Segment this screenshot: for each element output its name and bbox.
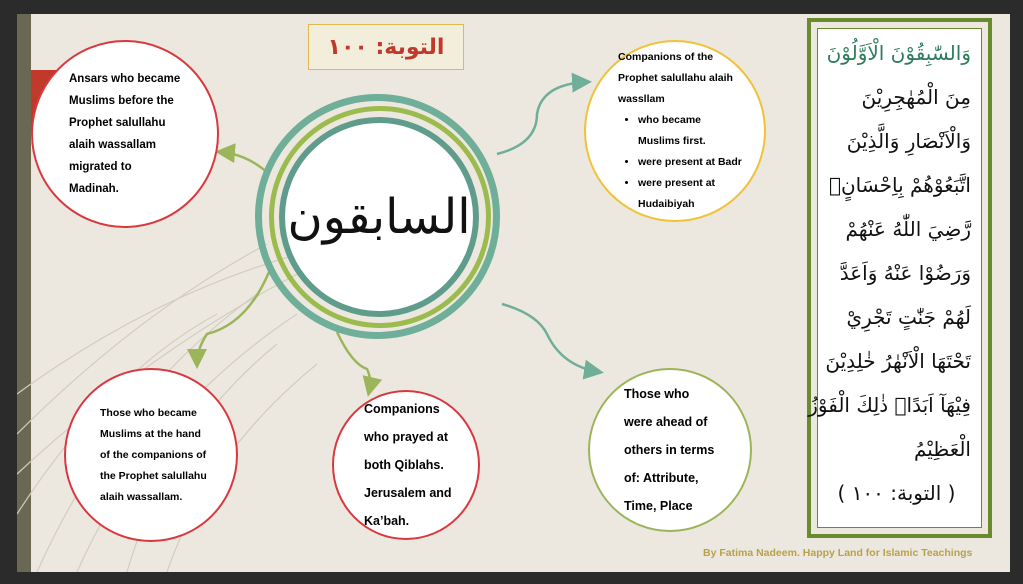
text-line: Those who bbox=[624, 387, 690, 401]
circle-companions bbox=[584, 40, 766, 222]
center-circle bbox=[279, 117, 479, 317]
text-line: Madinah. bbox=[69, 183, 119, 195]
bullet-item: • who became Muslims first. bbox=[638, 110, 744, 152]
arrow-to-qiblah bbox=[337, 332, 370, 392]
text-line: Ka’bah. bbox=[364, 514, 410, 528]
surah-reference-text: التوبة: ١٠٠ bbox=[327, 34, 445, 60]
text-line: Prophet salullahu bbox=[69, 117, 166, 129]
companions-bullet-list bbox=[618, 110, 744, 215]
text-line: Muslims before the bbox=[69, 95, 174, 107]
slide bbox=[17, 14, 1010, 572]
text-line: who prayed at bbox=[364, 430, 449, 444]
text-line: migrated to bbox=[69, 161, 132, 173]
text-line: Jerusalem and bbox=[364, 486, 452, 500]
verse-line: رَّضِيَ اللّٰهُ عَنْهُمْ bbox=[845, 217, 971, 241]
text-line: of: Attribute, bbox=[624, 471, 699, 485]
text-line: Prophet salullahu alaih bbox=[618, 72, 733, 84]
bullet-item: • were present at Badr bbox=[638, 152, 744, 173]
circle-two-qiblahs bbox=[332, 390, 480, 540]
text-line: Those who became bbox=[100, 406, 197, 419]
text-line: of the companions of bbox=[100, 448, 207, 461]
circle-ansar bbox=[31, 40, 219, 228]
text-line: Companions of the bbox=[618, 51, 714, 63]
center-term: السابقون bbox=[287, 189, 471, 245]
text-line: others in terms bbox=[624, 443, 715, 457]
text-line: were ahead of bbox=[624, 415, 708, 429]
arrow-to-companions bbox=[497, 82, 587, 154]
circle-converted-by-companions bbox=[64, 368, 238, 542]
text-line: Time, Place bbox=[624, 499, 693, 513]
text-line: Companions bbox=[364, 402, 440, 416]
text-line: alaih wassallam bbox=[69, 139, 156, 151]
verse-line: مِنَ الْمُهٰجِرِيْنَ bbox=[861, 85, 971, 109]
bullet-item: • were present at Hudaibiyah bbox=[638, 173, 744, 215]
arrow-to-ansar bbox=[220, 152, 269, 174]
verse-reference: ( التوبة: ١٠٠ ) bbox=[837, 481, 956, 505]
verse-line: وَالسّٰبِقُوْنَ الْاَوَّلُوْنَ bbox=[826, 41, 971, 65]
circle-ahead-of-others bbox=[588, 368, 752, 532]
arrow-to-hand bbox=[197, 272, 269, 364]
verse-panel bbox=[807, 18, 992, 538]
author-credit: By Fatima Nadeem. Happy Land for Islamic Teachings bbox=[703, 547, 973, 559]
arrow-to-ahead bbox=[502, 304, 599, 372]
verse-line: فِيْهَآ اَبَدًاۗ ذٰلِكَ الْفَوْزُ bbox=[808, 393, 971, 417]
verse-line: وَالْاَنْصَارِ وَالَّذِيْنَ bbox=[846, 129, 971, 153]
text-line: both Qiblahs. bbox=[364, 458, 444, 472]
text-line: Muslims at the hand bbox=[100, 427, 201, 440]
text-line: Ansars who became bbox=[69, 73, 181, 85]
text-line: wassllam bbox=[618, 93, 665, 105]
verse-line: الْعَظِيْمُ bbox=[913, 437, 971, 461]
verse-inner-frame bbox=[808, 28, 982, 528]
verse-line: لَهُمْ جَنّٰتٍ تَجْرِيْ bbox=[846, 305, 971, 329]
text-line: alaih wassallam. bbox=[100, 490, 183, 503]
text-line: the Prophet salullahu bbox=[100, 469, 207, 482]
verse-line: اتَّبَعُوْهُمْ بِاِحْسَانٍۙ bbox=[828, 173, 971, 197]
verse-line: وَرَضُوْا عَنْهُ وَاَعَدَّ bbox=[839, 261, 971, 285]
verse-line: تَحْتَهَا الْاَنْهٰرُ خٰلِدِيْنَ bbox=[825, 349, 971, 373]
